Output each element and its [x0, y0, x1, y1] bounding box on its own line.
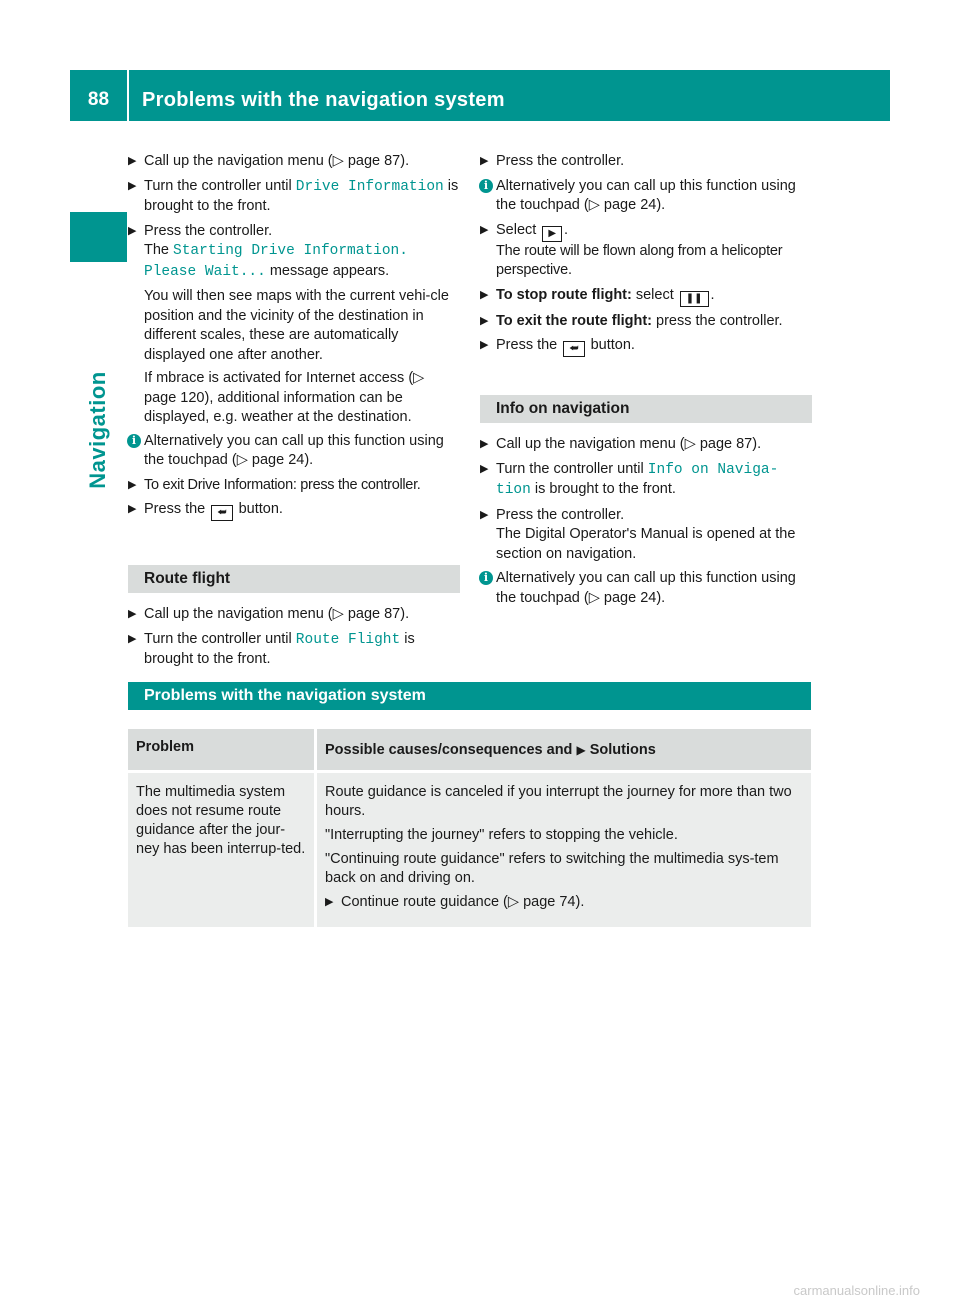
page-ref-link[interactable]: page 120 — [144, 389, 205, 406]
watermark: carmanualsonline.info — [793, 1283, 920, 1298]
page-ref-icon: ▷ — [332, 153, 348, 169]
arrow-icon: ▶ — [480, 223, 489, 236]
page-ref-icon: ▷ — [332, 606, 348, 622]
section-heading-problems: Problems with the navigation system — [128, 682, 811, 710]
problems-table — [128, 729, 811, 927]
step-turn-controller: ▶ Turn the controller until Route Flight is brought to the front. — [128, 630, 415, 667]
page-number: 88 — [87, 89, 110, 110]
arrow-icon: ▶ — [480, 155, 489, 167]
page-ref-icon: ▷ — [684, 436, 700, 452]
step-continue-guidance: ▶ Continue route guidance (▷ page 74). — [325, 893, 803, 912]
info-icon: i — [479, 179, 493, 193]
play-button-icon: ▶ — [542, 226, 562, 242]
info-note: i Alternatively you can call up this function using the touchpad (▷ page 24). — [128, 432, 460, 471]
step-exit-drive-info: ▶ To exit Drive Information: press the controller. — [128, 476, 460, 496]
column-header-solutions: Possible causes/consequences and ▶ Solutions — [316, 729, 812, 772]
step-call-menu: ▶ Call up the navigation menu (▷ page 87). — [128, 605, 460, 625]
message-starting-drive-info: Starting Drive Information. Please Wait... — [144, 243, 408, 280]
page-ref-link[interactable]: page 24 — [603, 197, 657, 213]
menu-item-info-on-navigation: Info on Naviga‐tion — [496, 461, 779, 498]
page-ref-link[interactable]: page 74 — [523, 894, 576, 910]
info-icon: i — [127, 434, 141, 448]
page-ref-icon: ▷ — [236, 452, 252, 468]
section-marker — [70, 212, 127, 262]
step-call-menu: ▶ Call up the navigation menu (▷ page 87). — [128, 152, 460, 172]
description-maps: You will then see maps with the current vehi-cle position and the vicinity of the destination in different scales, these are automatically displayed one after another. — [144, 288, 449, 363]
arrow-icon: ▶ — [480, 508, 489, 521]
arrow-icon: ▶ — [576, 743, 586, 757]
step-stop-route-flight: ▶ To stop route flight: select ❚❚ . — [480, 286, 812, 307]
section-label: Navigation — [85, 371, 110, 489]
menu-item-drive-information: Drive Information — [295, 178, 444, 195]
header-divider — [127, 70, 129, 121]
section-heading-info-on-navigation: Info on navigation — [480, 395, 812, 423]
arrow-icon: ▶ — [128, 503, 137, 515]
step-call-menu: ▶ Call up the navigation menu (▷ page 87). — [480, 435, 812, 455]
arrow-icon: ▶ — [480, 314, 489, 327]
step-turn-controller: ▶ Turn the controller until Drive Information is brought to the front. — [128, 177, 459, 214]
left-column — [128, 152, 460, 675]
step-press-back: ▶ Press the ⮨ button. — [128, 500, 460, 521]
arrow-icon: ▶ — [128, 179, 137, 192]
back-button-icon: ⮨ — [211, 505, 232, 521]
step-press-controller: ▶ Press the controller. The Starting Drive Information. Please Wait... message appears. — [128, 222, 408, 280]
page-ref-icon: ▷ — [507, 894, 524, 910]
right-column — [480, 152, 812, 613]
info-note: i Alternatively you can call up this function using the touchpad (▷ page 24). — [480, 569, 812, 608]
page-title: Problems with the navigation system — [142, 89, 505, 111]
info-note: i Alternatively you can call up this function using the touchpad (▷ page 24). — [480, 177, 812, 216]
arrow-icon: ▶ — [128, 632, 137, 645]
solution-cell: Route guidance is canceled if you interrupt the journey for more than two hours. "Interrupting the journey" refers to stopping the vehicle. "Continuing route guidance" refers to switching the multimedia sys-tem back on and driving on. ▶ Continue route guidance (▷ page 74). — [316, 772, 812, 928]
menu-item-route-flight: Route Flight — [295, 631, 401, 648]
pause-button-icon: ❚❚ — [680, 291, 709, 307]
arrow-icon: ▶ — [128, 224, 137, 237]
arrow-icon: ▶ — [128, 608, 137, 620]
arrow-icon: ▶ — [480, 339, 489, 351]
page-ref-icon: ▷ — [413, 370, 425, 386]
page-ref-icon: ▷ — [588, 589, 604, 606]
problem-cell: The multimedia system does not resume route guidance after the jour-ney has been interrup-ted. — [128, 772, 316, 928]
page-header — [70, 70, 890, 121]
page-ref-link[interactable]: page 87 — [699, 436, 753, 452]
step-select-play: ▶ Select ▶ . The route will be flown along from a helicopter perspective. — [480, 221, 783, 278]
arrow-icon: ▶ — [480, 438, 489, 450]
arrow-icon: ▶ — [480, 288, 489, 301]
step-press-controller: ▶ Press the controller. — [480, 152, 812, 172]
table-row — [128, 772, 811, 928]
step-press-back: ▶ Press the ⮨ button. — [480, 336, 812, 357]
table-header-row — [128, 729, 811, 772]
arrow-icon: ▶ — [128, 478, 137, 491]
arrow-icon: ▶ — [128, 155, 137, 167]
page-ref-link[interactable]: page 87 — [347, 606, 401, 622]
step-exit-route-flight: ▶ To exit the route flight: press the controller. — [480, 312, 812, 332]
info-icon: i — [479, 571, 493, 585]
page-ref-link[interactable]: page 87 — [347, 153, 401, 169]
page-ref-link[interactable]: page 24 — [251, 452, 305, 468]
back-button-icon: ⮨ — [563, 341, 584, 357]
step-press-controller: ▶ Press the controller. The Digital Operator's Manual is opened at the section on navigation. — [480, 506, 796, 562]
page-ref-icon: ▷ — [588, 197, 604, 213]
description-mbrace: If mbrace is activated for Internet access (▷ page 120), additional information can be displayed, e.g. weather at the destination. — [144, 370, 425, 425]
arrow-icon: ▶ — [480, 462, 489, 475]
column-header-problem: Problem — [128, 729, 316, 772]
step-turn-controller: ▶ Turn the controller until Info on Naviga‐tion is brought to the front. — [480, 460, 779, 498]
page-ref-link[interactable]: page 24 — [603, 589, 657, 606]
section-heading-route-flight: Route flight — [128, 565, 460, 593]
arrow-icon: ▶ — [325, 896, 334, 908]
